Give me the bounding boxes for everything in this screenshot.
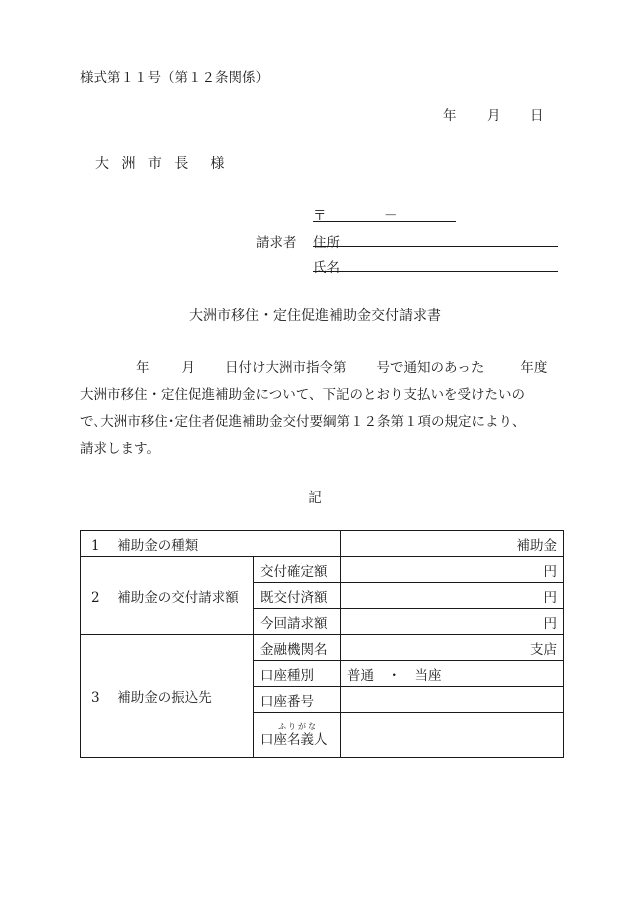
form-number: 様式第１１号（第１２条関係） bbox=[80, 70, 269, 86]
postal-code-line[interactable] bbox=[313, 221, 456, 222]
account-type-label: 口座種別 bbox=[254, 661, 341, 687]
name-label: 氏名 bbox=[313, 260, 340, 276]
row-number: 3 bbox=[91, 690, 100, 706]
body-fiscal-year: 年度 bbox=[520, 360, 548, 376]
body-line-4: 請求します。 bbox=[80, 441, 160, 457]
body-line-2: 大洲市移住・定住促進補助金について、下記のとおり支払いを受けたいの bbox=[80, 387, 525, 403]
body-paragraph bbox=[80, 355, 580, 463]
subsidy-type-label: 補助金の種類 bbox=[117, 537, 199, 554]
confirmed-amount-label: 交付確定額 bbox=[254, 557, 341, 583]
request-amount-label-cell bbox=[81, 557, 254, 635]
account-type-value[interactable]: 普通 ・ 当座 bbox=[341, 661, 564, 687]
paid-amount-value[interactable]: 円 bbox=[341, 583, 564, 609]
address-line[interactable] bbox=[313, 246, 558, 247]
document-title: 大洲市移住・定住促進補助金交付請求書 bbox=[189, 308, 441, 324]
address-label: 住所 bbox=[313, 235, 340, 251]
body-month: 月 bbox=[181, 360, 195, 376]
table-row bbox=[81, 635, 564, 661]
row-number: 2 bbox=[91, 589, 100, 606]
table-row bbox=[81, 557, 564, 583]
body-line-3: で､大洲市移住･定住者促進補助金交付要綱第１２条第１項の規定により、 bbox=[80, 414, 526, 430]
subsidy-type-label-cell bbox=[81, 531, 341, 557]
bank-name-value[interactable]: 支店 bbox=[341, 635, 564, 661]
current-request-value[interactable]: 円 bbox=[341, 609, 564, 635]
row-number: 1 bbox=[91, 537, 100, 554]
current-request-label: 今回請求額 bbox=[254, 609, 341, 635]
name-line[interactable] bbox=[313, 271, 558, 272]
transfer-destination-label-cell bbox=[81, 635, 254, 758]
bank-name-label: 金融機関名 bbox=[254, 635, 341, 661]
request-table bbox=[80, 530, 564, 758]
account-holder-furigana: ふりがな bbox=[278, 721, 318, 731]
ki-heading: 記 bbox=[308, 490, 322, 506]
addressee-honorific: 様 bbox=[210, 156, 229, 172]
account-holder-label: 口座名義人 bbox=[260, 731, 328, 748]
body-line-1 bbox=[80, 355, 580, 382]
account-holder-value[interactable] bbox=[341, 713, 564, 758]
postal-mark: 〒 bbox=[313, 208, 327, 224]
requester-label: 請求者 bbox=[256, 235, 297, 251]
transfer-destination-label: 補助金の振込先 bbox=[117, 690, 212, 706]
account-holder-label-cell bbox=[254, 713, 341, 758]
table-row bbox=[81, 531, 564, 557]
body-year: 年 bbox=[136, 360, 150, 376]
account-number-value[interactable] bbox=[341, 687, 564, 713]
addressee-name: 大 洲 市 長 bbox=[95, 156, 193, 172]
account-number-label: 口座番号 bbox=[254, 687, 341, 713]
paid-amount-label: 既交付済額 bbox=[254, 583, 341, 609]
request-amount-label: 補助金の交付請求額 bbox=[117, 589, 239, 606]
body-date-ref: 日付け大洲市指令第 bbox=[225, 360, 347, 376]
addressee bbox=[95, 153, 228, 173]
confirmed-amount-value[interactable]: 円 bbox=[341, 557, 564, 583]
date-year-label: 年 bbox=[443, 108, 457, 124]
subsidy-type-value[interactable]: 補助金 bbox=[341, 531, 564, 557]
date-month-label: 月 bbox=[487, 108, 501, 124]
date-day-label: 日 bbox=[530, 108, 544, 124]
body-notice: 号で通知のあった bbox=[376, 360, 485, 376]
postal-dash: － bbox=[384, 208, 398, 224]
